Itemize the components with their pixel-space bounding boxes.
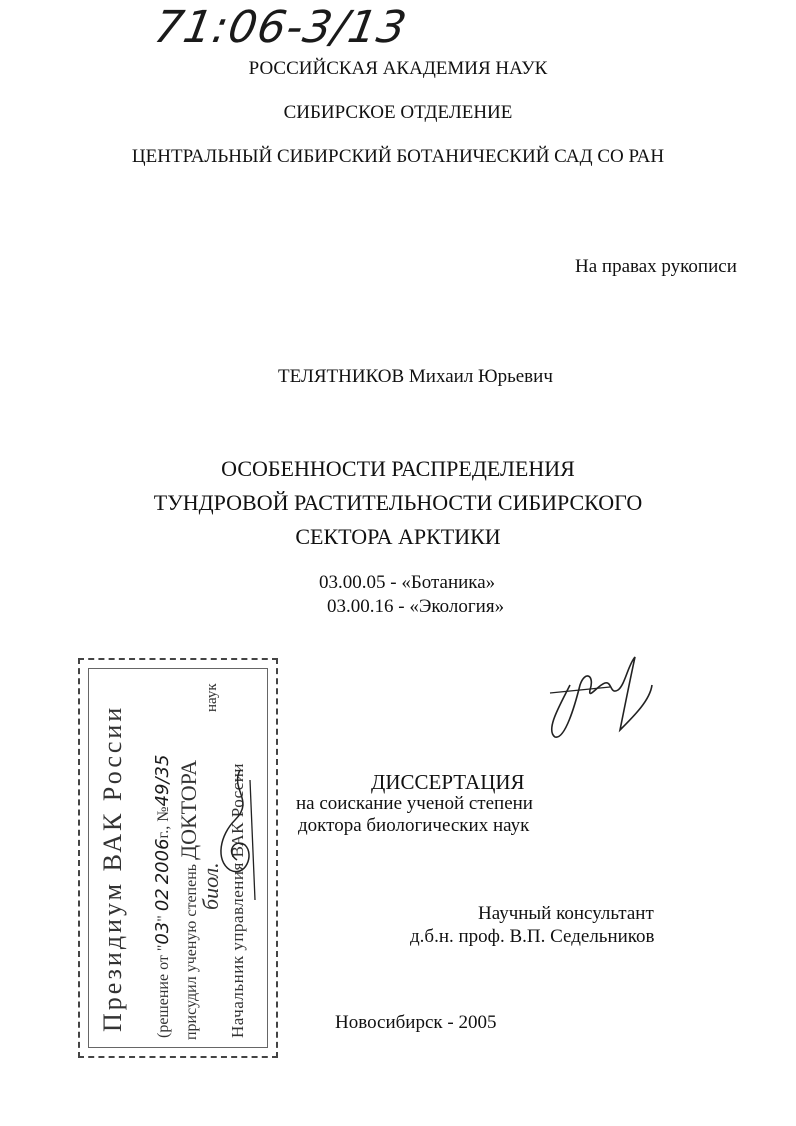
stamp-degree-field: биол.	[198, 862, 223, 910]
stamp-decision-suffix: г., №	[155, 806, 172, 839]
header-branch: СИБИРСКОЕ ОТДЕЛЕНИЕ	[283, 102, 513, 123]
title-line-3: СЕКТОРА АРКТИКИ	[295, 524, 501, 549]
stamp-decision-day: 03	[152, 921, 173, 945]
stamp-head: Начальник управления ВАК России	[228, 763, 247, 1038]
dissertation-heading: ДИССЕРТАЦИЯ	[371, 770, 525, 794]
signature-right	[540, 645, 660, 745]
stamp-signature	[195, 760, 285, 910]
header-institution: ЦЕНТРАЛЬНЫЙ СИБИРСКИЙ БОТАНИЧЕСКИЙ САД СО РАН	[131, 146, 665, 167]
stamp-degree-prefix: присудил ученую степень	[183, 863, 200, 1040]
rights-note: На правах рукописи	[575, 256, 737, 277]
stamp-decision-month: 02	[152, 888, 173, 912]
stamp-decision-number: 49/35	[152, 754, 173, 807]
place-year: Новосибирск - 2005	[335, 1012, 497, 1033]
stamp-degree-end: наук	[204, 683, 220, 712]
header-academy: РОССИЙСКАЯ АКАДЕМИЯ НАУК	[248, 58, 548, 79]
stamp-decision-year: 2006	[152, 838, 173, 885]
consultant-label: Научный консультант	[478, 903, 654, 924]
stamp-degree-name: ДОКТОРА	[176, 760, 201, 860]
title-line-1: ОСОБЕННОСТИ РАСПРЕДЕЛЕНИЯ	[221, 456, 575, 481]
author-name: ТЕЛЯТНИКОВ Михаил Юрьевич	[278, 366, 553, 387]
consultant-name: д.б.н. проф. В.П. Седельников	[410, 926, 655, 947]
degree-line-1: на соискание ученой степени	[296, 793, 533, 814]
specialty-ecology: 03.00.16 - «Экология»	[327, 596, 505, 617]
stamp-decision-prefix: (решение от "	[155, 944, 172, 1038]
degree-line-2: доктора биологических наук	[298, 815, 530, 836]
archive-number: 71:06-3/13	[150, 2, 411, 53]
stamp-decision: (решение от "03" 02 2006г., №49/35	[152, 754, 173, 1038]
stamp-presidium: Президиум ВАК России	[98, 704, 127, 1032]
specialty-botany: 03.00.05 - «Ботаника»	[319, 572, 496, 593]
title-line-2: ТУНДРОВОЙ РАСТИТЕЛЬНОСТИ СИБИРСКОГО	[153, 490, 643, 515]
dissertation-title	[0, 452, 796, 554]
